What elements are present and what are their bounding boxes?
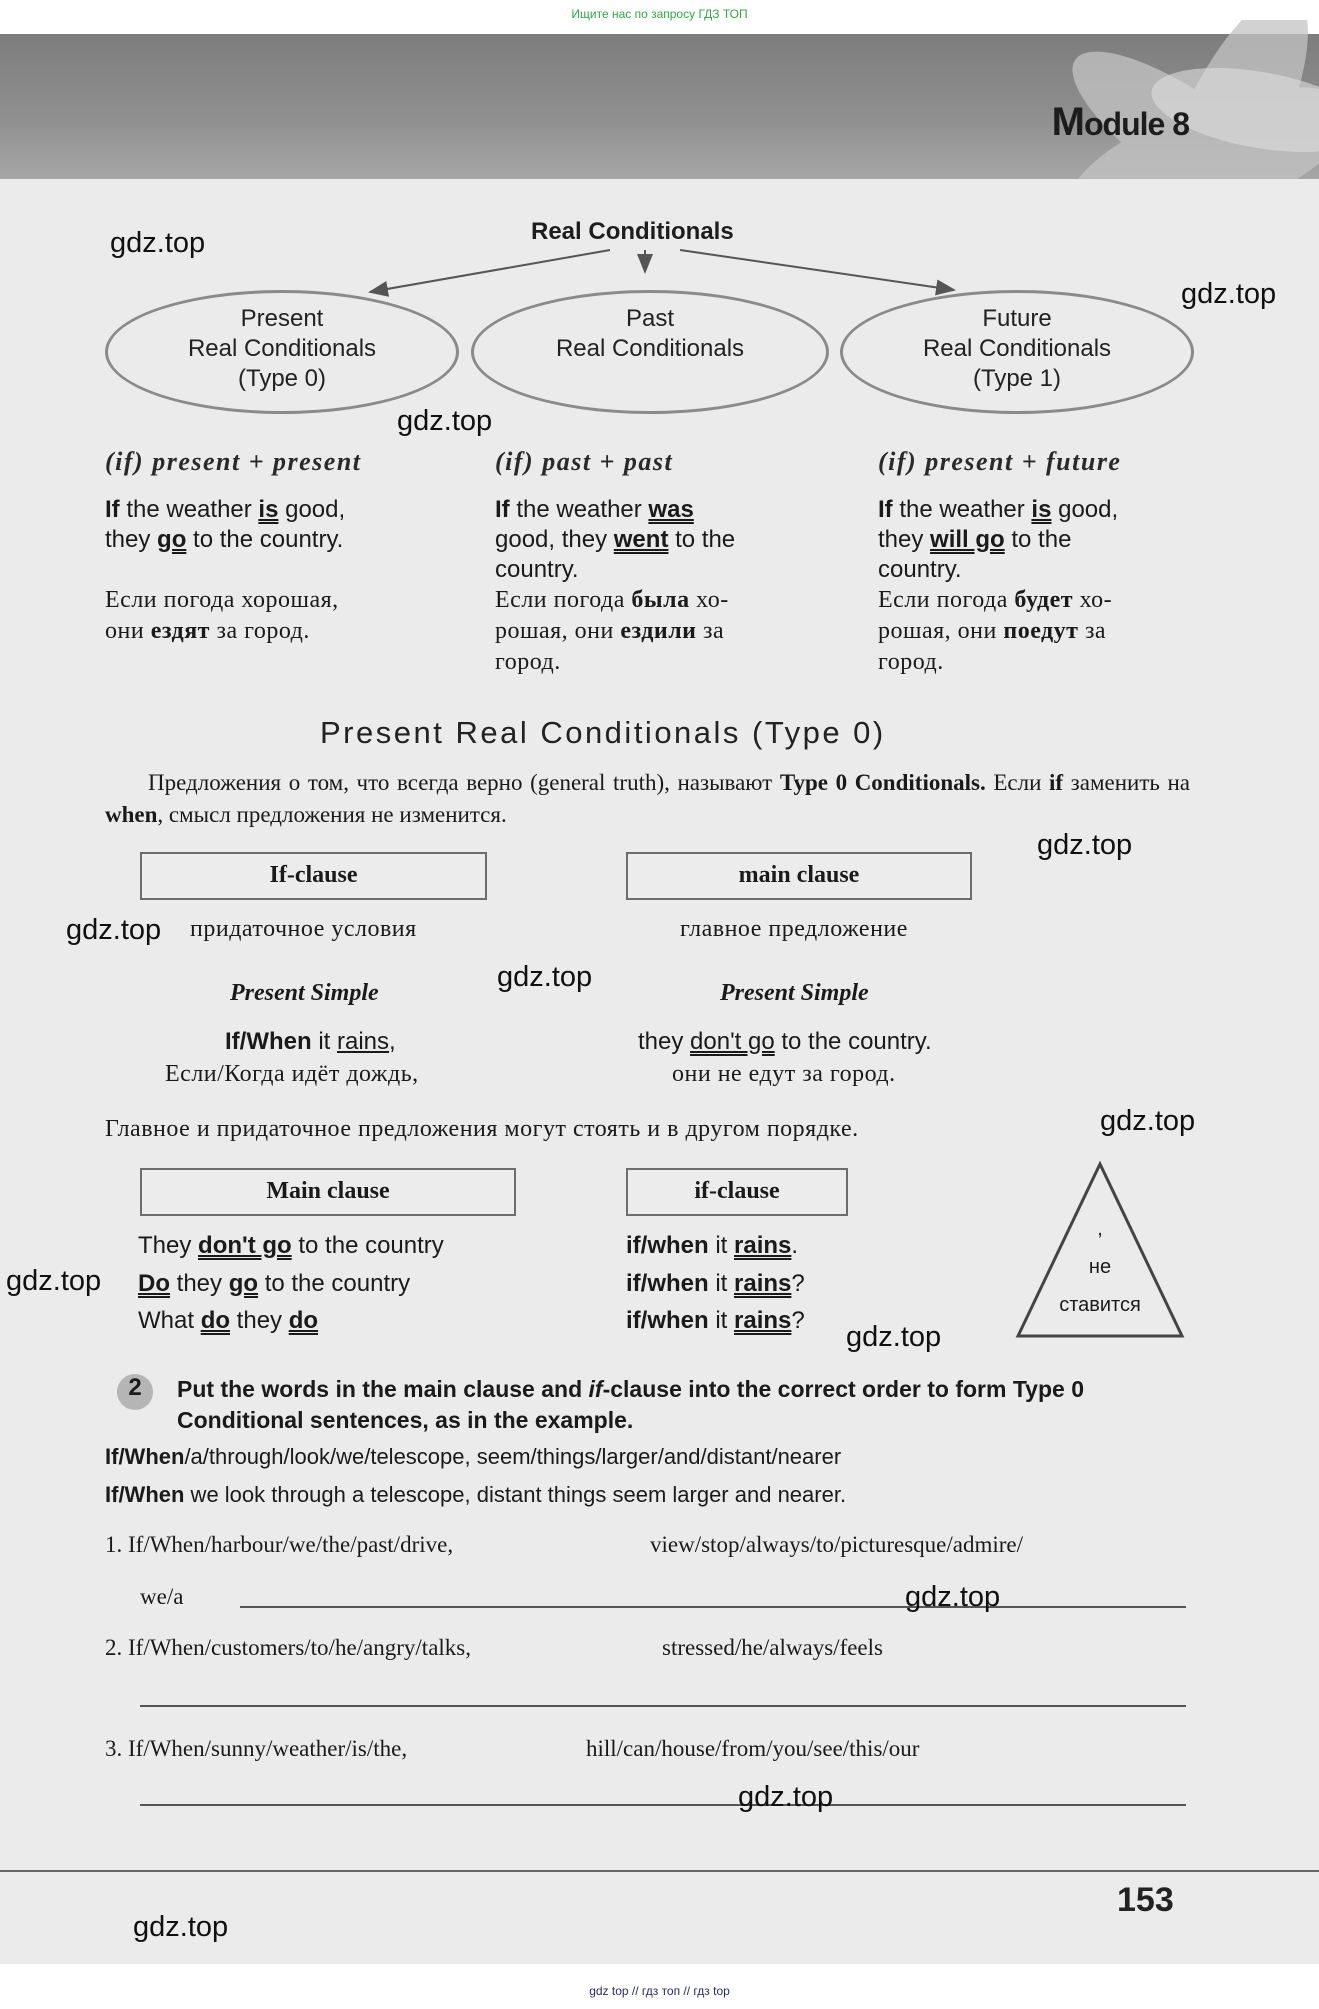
item-2: 2. If/When/customers/to/he/angry/talks, bbox=[105, 1635, 471, 1660]
intro-paragraph: Предложения о том, что всегда верно (general truth), называют Type 0 Conditionals. Если if заменить на when, смысл предложения не изменится. bbox=[105, 770, 1190, 827]
section-title: Present Real Conditionals (Type 0) bbox=[320, 715, 886, 750]
item-3: 3. If/When/sunny/weather/is/the, bbox=[105, 1736, 408, 1761]
example-question: If/When/a/through/look/we/telescope, seem/things/larger/and/distant/nearer bbox=[105, 1444, 842, 1469]
item-1-cont: we/a bbox=[140, 1584, 184, 1609]
main-clause-label-2: Main clause bbox=[266, 1178, 390, 1204]
formula-past: (if) past + past bbox=[495, 447, 674, 476]
diagram-heading: Real Conditionals bbox=[531, 218, 734, 245]
example-ru-past: Если погода была хо- рошая, они ездили за город. bbox=[495, 587, 729, 675]
main-clause-label: main clause bbox=[738, 862, 860, 888]
bottom-links[interactable]: gdz top // гдз топ // гдз top bbox=[589, 1984, 730, 1998]
item-1-right: view/stop/always/to/picturesque/admire/ bbox=[650, 1532, 1024, 1557]
formula-future: (if) present + future bbox=[878, 447, 1122, 476]
if-clause-rows bbox=[626, 1227, 805, 1340]
if-tense: Present Simple bbox=[230, 980, 379, 1006]
watermark-link[interactable]: gdz.top bbox=[1100, 1105, 1196, 1137]
watermark-link[interactable]: gdz.top bbox=[133, 1911, 229, 1943]
item-1: 1. If/When/harbour/we/the/past/drive, bbox=[105, 1532, 454, 1557]
main-row: They don't go to the country bbox=[138, 1232, 444, 1259]
item-3-right: hill/can/house/from/you/see/this/our bbox=[586, 1736, 920, 1761]
example-ru-present: Если погода хорошая, они ездят за город. bbox=[105, 587, 339, 644]
future-type-label: Future Real Conditionals (Type 1) bbox=[922, 305, 1112, 392]
example-en-present: If the weather is good, they go to the country. bbox=[105, 496, 346, 553]
watermark-link[interactable]: gdz.top bbox=[397, 405, 493, 437]
if-clause-label-2: if-clause bbox=[694, 1178, 780, 1204]
watermark-link[interactable]: gdz.top bbox=[497, 961, 593, 993]
watermark-link[interactable]: gdz.top bbox=[738, 1781, 834, 1813]
if-example-ru: Если/Когда идёт дождь, bbox=[165, 1061, 419, 1087]
answer-line-2[interactable] bbox=[140, 1705, 1186, 1707]
example-en-past: If the weather was good, they went to the country. bbox=[495, 496, 736, 583]
watermark-link[interactable]: gdz.top bbox=[6, 1265, 102, 1297]
watermark-link[interactable]: gdz.top bbox=[66, 914, 162, 946]
exercise-number-badge: 2 bbox=[117, 1374, 153, 1410]
present-type-label: Present Real Conditionals (Type 0) bbox=[187, 305, 377, 392]
past-type-label: Past Real Conditionals bbox=[555, 305, 745, 362]
main-example-en: they don't go to the country. bbox=[638, 1028, 932, 1055]
formula-present: (if) present + present bbox=[105, 447, 362, 476]
order-note: Главное и придаточное предложения могут стоять и в другом порядке. bbox=[105, 1116, 859, 1142]
main-clause-ru: главное предложение bbox=[680, 916, 908, 942]
if-row: if/when it rains. bbox=[626, 1232, 799, 1259]
page-number: 153 bbox=[1117, 1881, 1174, 1919]
watermark-link[interactable]: gdz.top bbox=[110, 227, 206, 259]
watermark-link[interactable]: gdz.top bbox=[1037, 829, 1133, 861]
if-example-en: If/When it rains, bbox=[225, 1028, 396, 1055]
main-row: What do they do bbox=[138, 1307, 319, 1334]
main-tense: Present Simple bbox=[720, 980, 869, 1006]
main-example-ru: они не едут за город. bbox=[672, 1061, 896, 1087]
item-2-right: stressed/he/always/feels bbox=[662, 1635, 883, 1660]
main-clause-rows bbox=[138, 1227, 444, 1340]
watermark-link[interactable]: gdz.top bbox=[846, 1321, 942, 1353]
if-row: if/when it rains? bbox=[626, 1269, 805, 1297]
watermark-link[interactable]: gdz.top bbox=[905, 1581, 1001, 1613]
watermark-link[interactable]: gdz.top bbox=[1181, 278, 1277, 310]
instruction-text: Put the words in the main clause and if-clause into the correct order to form Type 0 Conditional sentences, as in the example. bbox=[177, 1376, 1084, 1433]
answer-line-1[interactable] bbox=[240, 1606, 1186, 1608]
if-clause-label: If-clause bbox=[269, 862, 358, 888]
example-answer: If/When we look through a telescope, distant things seem larger and nearer. bbox=[105, 1482, 847, 1507]
example-en-future: If the weather is good, they will go to the country. bbox=[878, 496, 1119, 583]
top-search-link[interactable]: Ищите нас по запросу ГДЗ ТОП bbox=[571, 7, 748, 21]
answer-line-3[interactable] bbox=[140, 1804, 1186, 1806]
if-row: if/when it rains? bbox=[626, 1307, 805, 1334]
if-clause-ru: придаточное условия bbox=[190, 916, 417, 942]
module-title: Module 8 bbox=[1051, 100, 1189, 144]
comma-triangle-text: , не ставится bbox=[1059, 1218, 1141, 1316]
example-ru-future: Если погода будет хо- рошая, они поедут за город. bbox=[878, 587, 1113, 675]
main-row: Do they go to the country bbox=[138, 1269, 411, 1297]
footer-divider bbox=[0, 1870, 1319, 1872]
exercise-instruction bbox=[105, 1374, 1193, 1436]
